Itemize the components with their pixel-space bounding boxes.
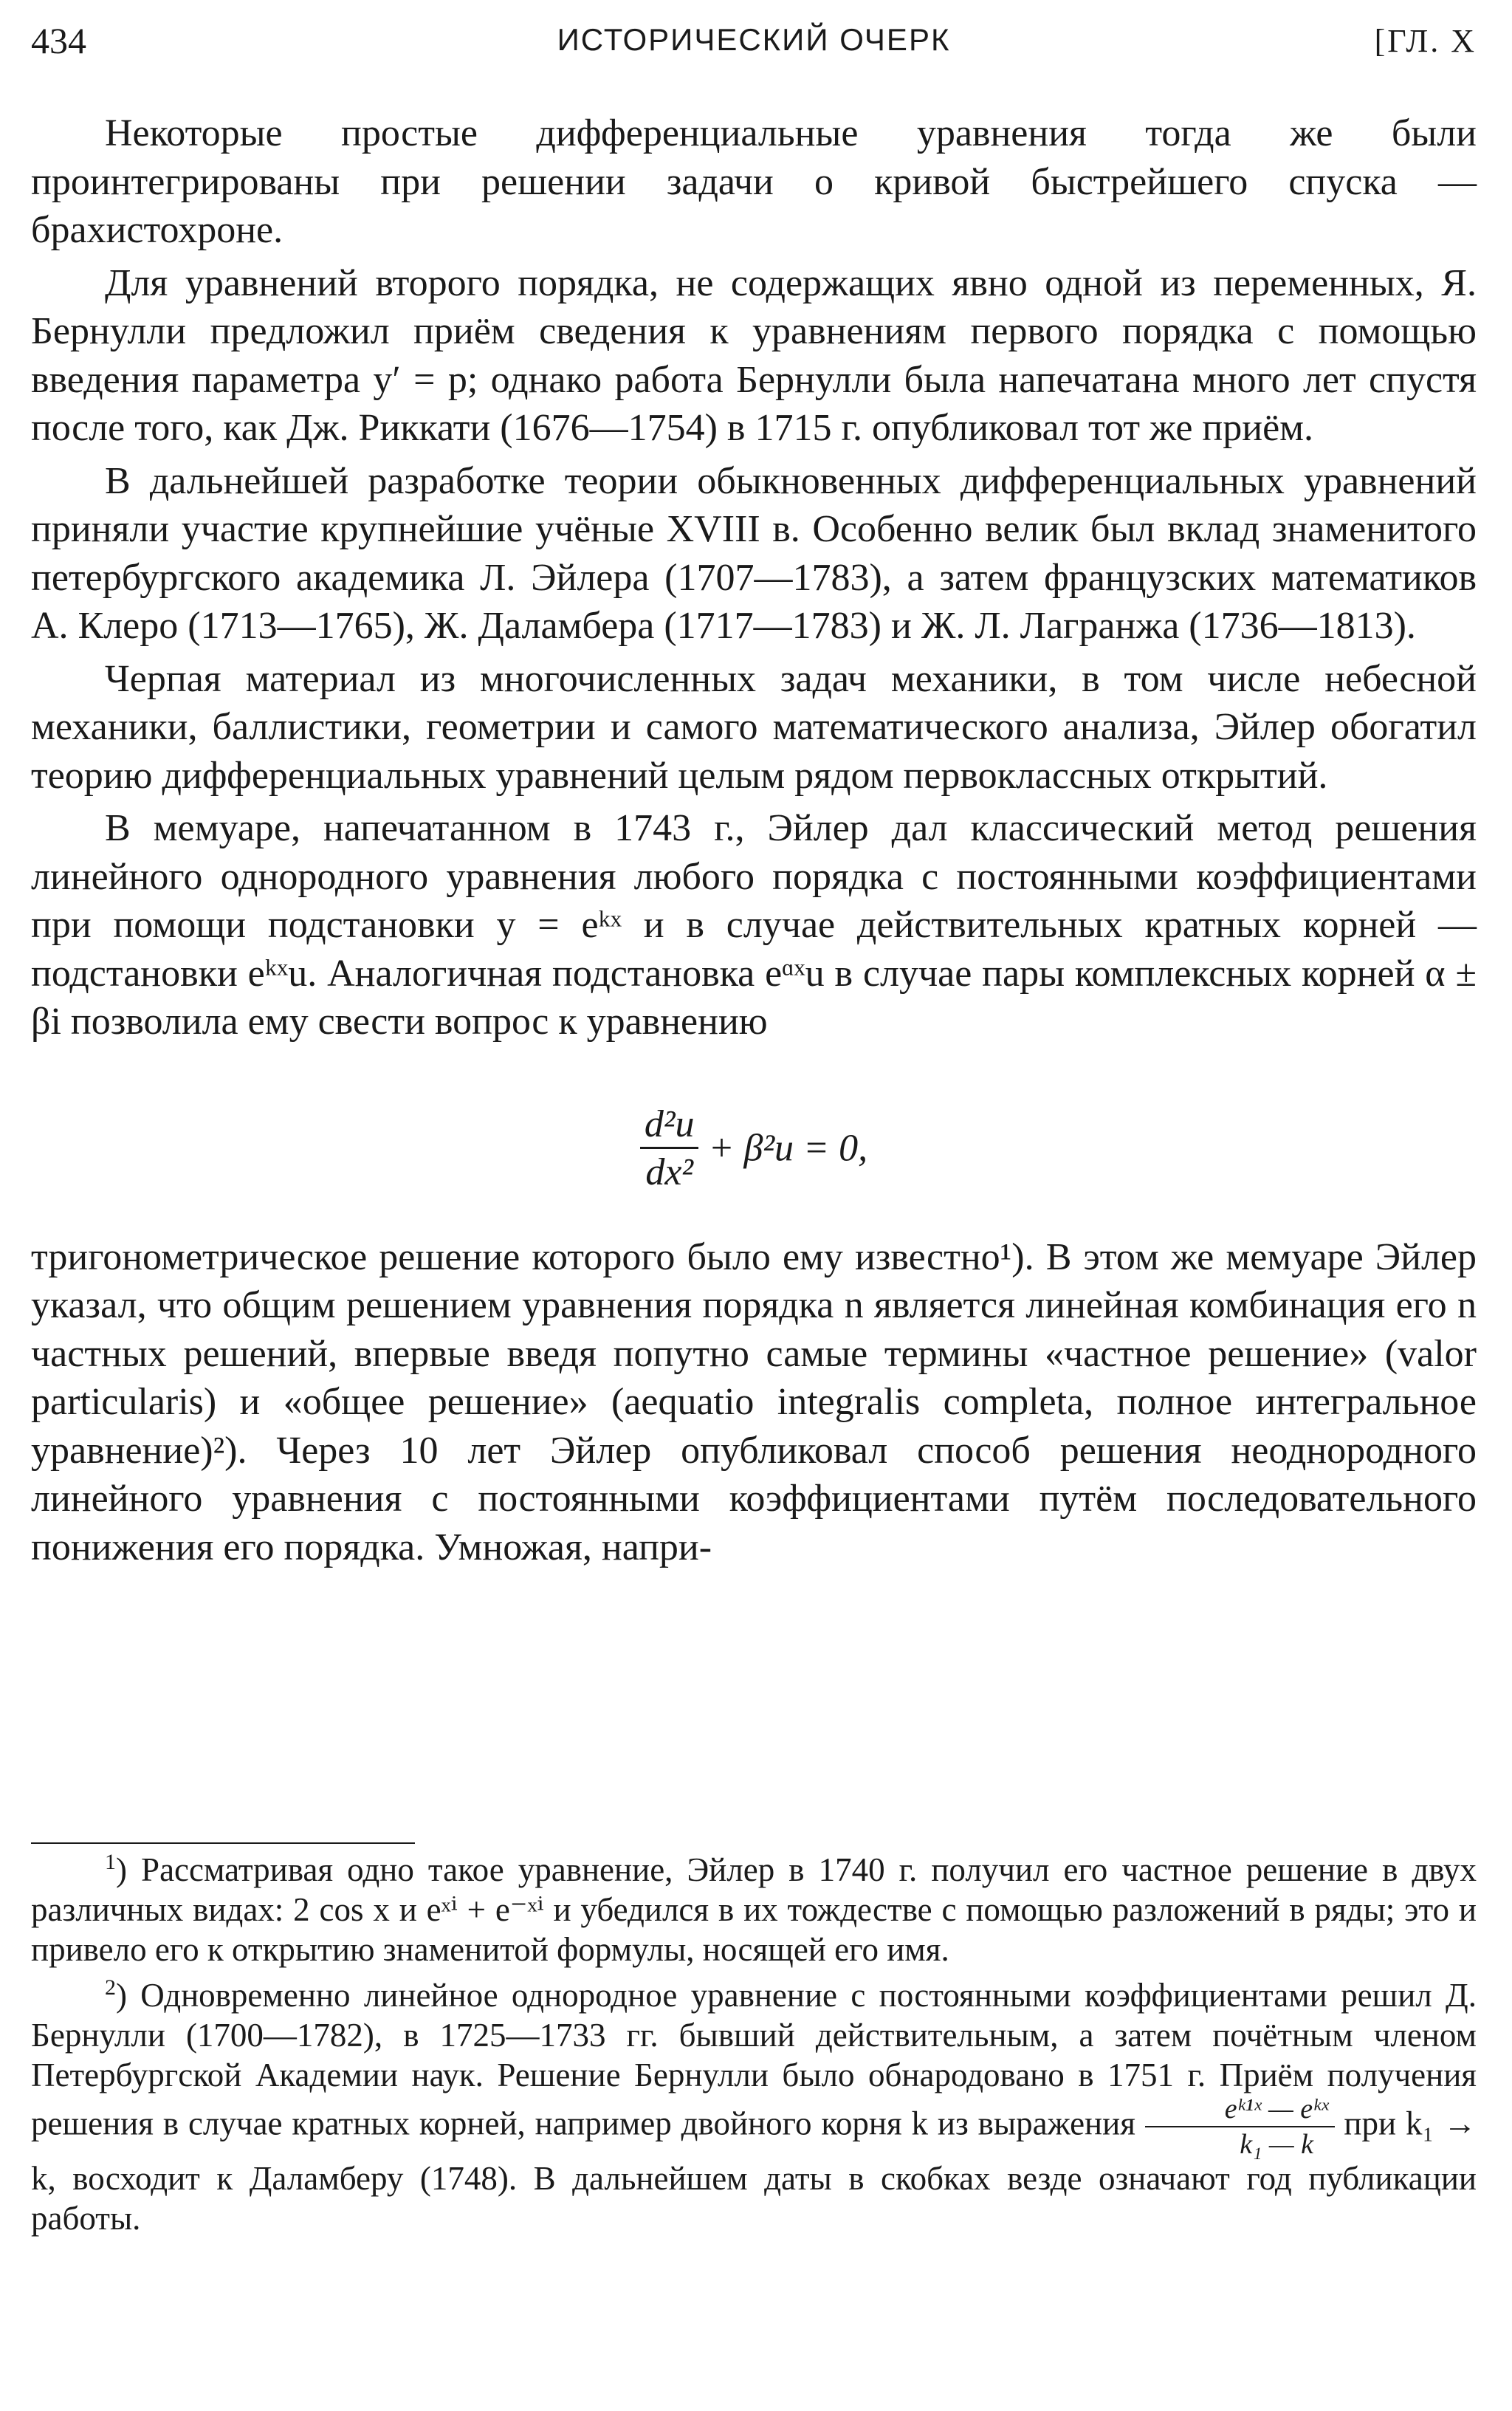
running-header	[31, 19, 1477, 78]
footnote-2-fraction	[1145, 2095, 1335, 2158]
main-text	[31, 109, 1477, 1576]
running-title: ИСТОРИЧЕСКИЙ ОЧЕРК	[557, 22, 951, 57]
footnote-1-text: ) Рассматривая одно такое уравнение, Эйлер в 1740 г. получил его частное решение в двух различных видах: 2 cos x и eˣⁱ + e⁻ˣⁱ и убедился в их тождестве с помощью разложений в ряды; это и привело его к открытию знаменитой формулы, носящей его имя.	[31, 1851, 1477, 1968]
paragraph-3: В дальнейшей разработке теории обыкновенных дифференциальных уравнений приняли участие крупнейшие учёные XVIII в. Особенно велик был вклад знаменитого петербургского академика Л. Эйлера (1707—1783), а затем французских математиков А. Клеро (1713—1765), Ж. Даламбера (1717—1783) и Ж. Л. Лагранжа (1736—1813).	[31, 459, 1477, 647]
footnote-2	[31, 1975, 1477, 2238]
paragraph-6: тригонометрическое решение которого было ему известно¹). В этом же мемуаре Эйлер указал, что общим решением уравнения порядка n является линейная комбинация его n частных решений, впервые введя попутно самые термины «частное решение» (valor particularis) и «общее решение» (aequatio integralis completa, полное интегральное уравнение)²). Через 10 лет Эйлер опубликовал способ решения неоднородного линейного уравнения с постоянными коэффициентами путём последовательного понижения его порядка. Умножая, напри-	[31, 1235, 1477, 1568]
footnote-2-text-before: ) Одновременно линейное однородное уравнение с постоянными коэффициентами решил Д. Бернулли (1700—1782), в 1725—1733 гг. бывший действительным, а затем почётным членом Петербургской Академии наук. Решение Бернулли было обнародовано в 1751 г. Приём получения решения в случае кратных корней, например двойного корня k из выражения	[31, 1977, 1477, 2142]
paragraph-5: В мемуаре, напечатанном в 1743 г., Эйлер дал классический метод решения линейного однородного уравнения любого порядка с постоянными коэффициентами при помощи подстановки y = eᵏˣ и в случае действительных кратных корней — подстановки eᵏˣu. Аналогичная подстановка eᵅˣu в случае пары комплексных корней α ± βi позволила ему свести вопрос к уравнению	[31, 807, 1477, 1043]
footnote-2-mark: 2	[105, 1975, 116, 2000]
paragraph-2: Для уравнений второго порядка, не содержащих явно одной из переменных, Я. Бернулли предложил приём сведения к уравнениям первого порядка с помощью введения параметра y′ = p; однако работа Бернулли была напечатана много лет спустя после того, как Дж. Риккати (1676—1754) в 1715 г. опубликовал тот же приём.	[31, 261, 1477, 449]
footnote-separator	[31, 1842, 415, 1844]
footnote-2-fraction-denominator: k₁ — k	[1240, 2129, 1314, 2160]
footnote-2-text-after: при k₁ → k, восходит к Даламберу (1748). В дальнейшем даты в скобках везде означают год публикации работы.	[31, 2105, 1477, 2237]
footnotes	[31, 1850, 1477, 2244]
chapter-label: [ГЛ. X	[1374, 23, 1477, 59]
formula-numerator: d²u	[640, 1105, 699, 1149]
footnote-1	[31, 1850, 1477, 1969]
paragraph-4: Черпая материал из многочисленных задач механики, в том числе небесной механики, баллистики, геометрии и самого математического анализа, Эйлер обогатил теорию дифференциальных уравнений целым рядом первоклассных открытий.	[31, 657, 1477, 797]
formula-fraction	[640, 1102, 699, 1193]
footnote-2-fraction-numerator: eᵏ¹ˣ — eᵏˣ	[1145, 2095, 1335, 2127]
display-formula	[31, 1102, 1477, 1193]
paragraph-1: Некоторые простые дифференциальные уравнения тогда же были проинтегрированы при решении задачи о кривой быстрейшего спуска — брахистохроне.	[31, 112, 1477, 251]
footnote-1-mark: 1	[105, 1850, 116, 1874]
formula-rest: + β²u = 0,	[708, 1127, 868, 1169]
page-number: 434	[31, 20, 86, 61]
formula-denominator: dx²	[645, 1150, 693, 1193]
